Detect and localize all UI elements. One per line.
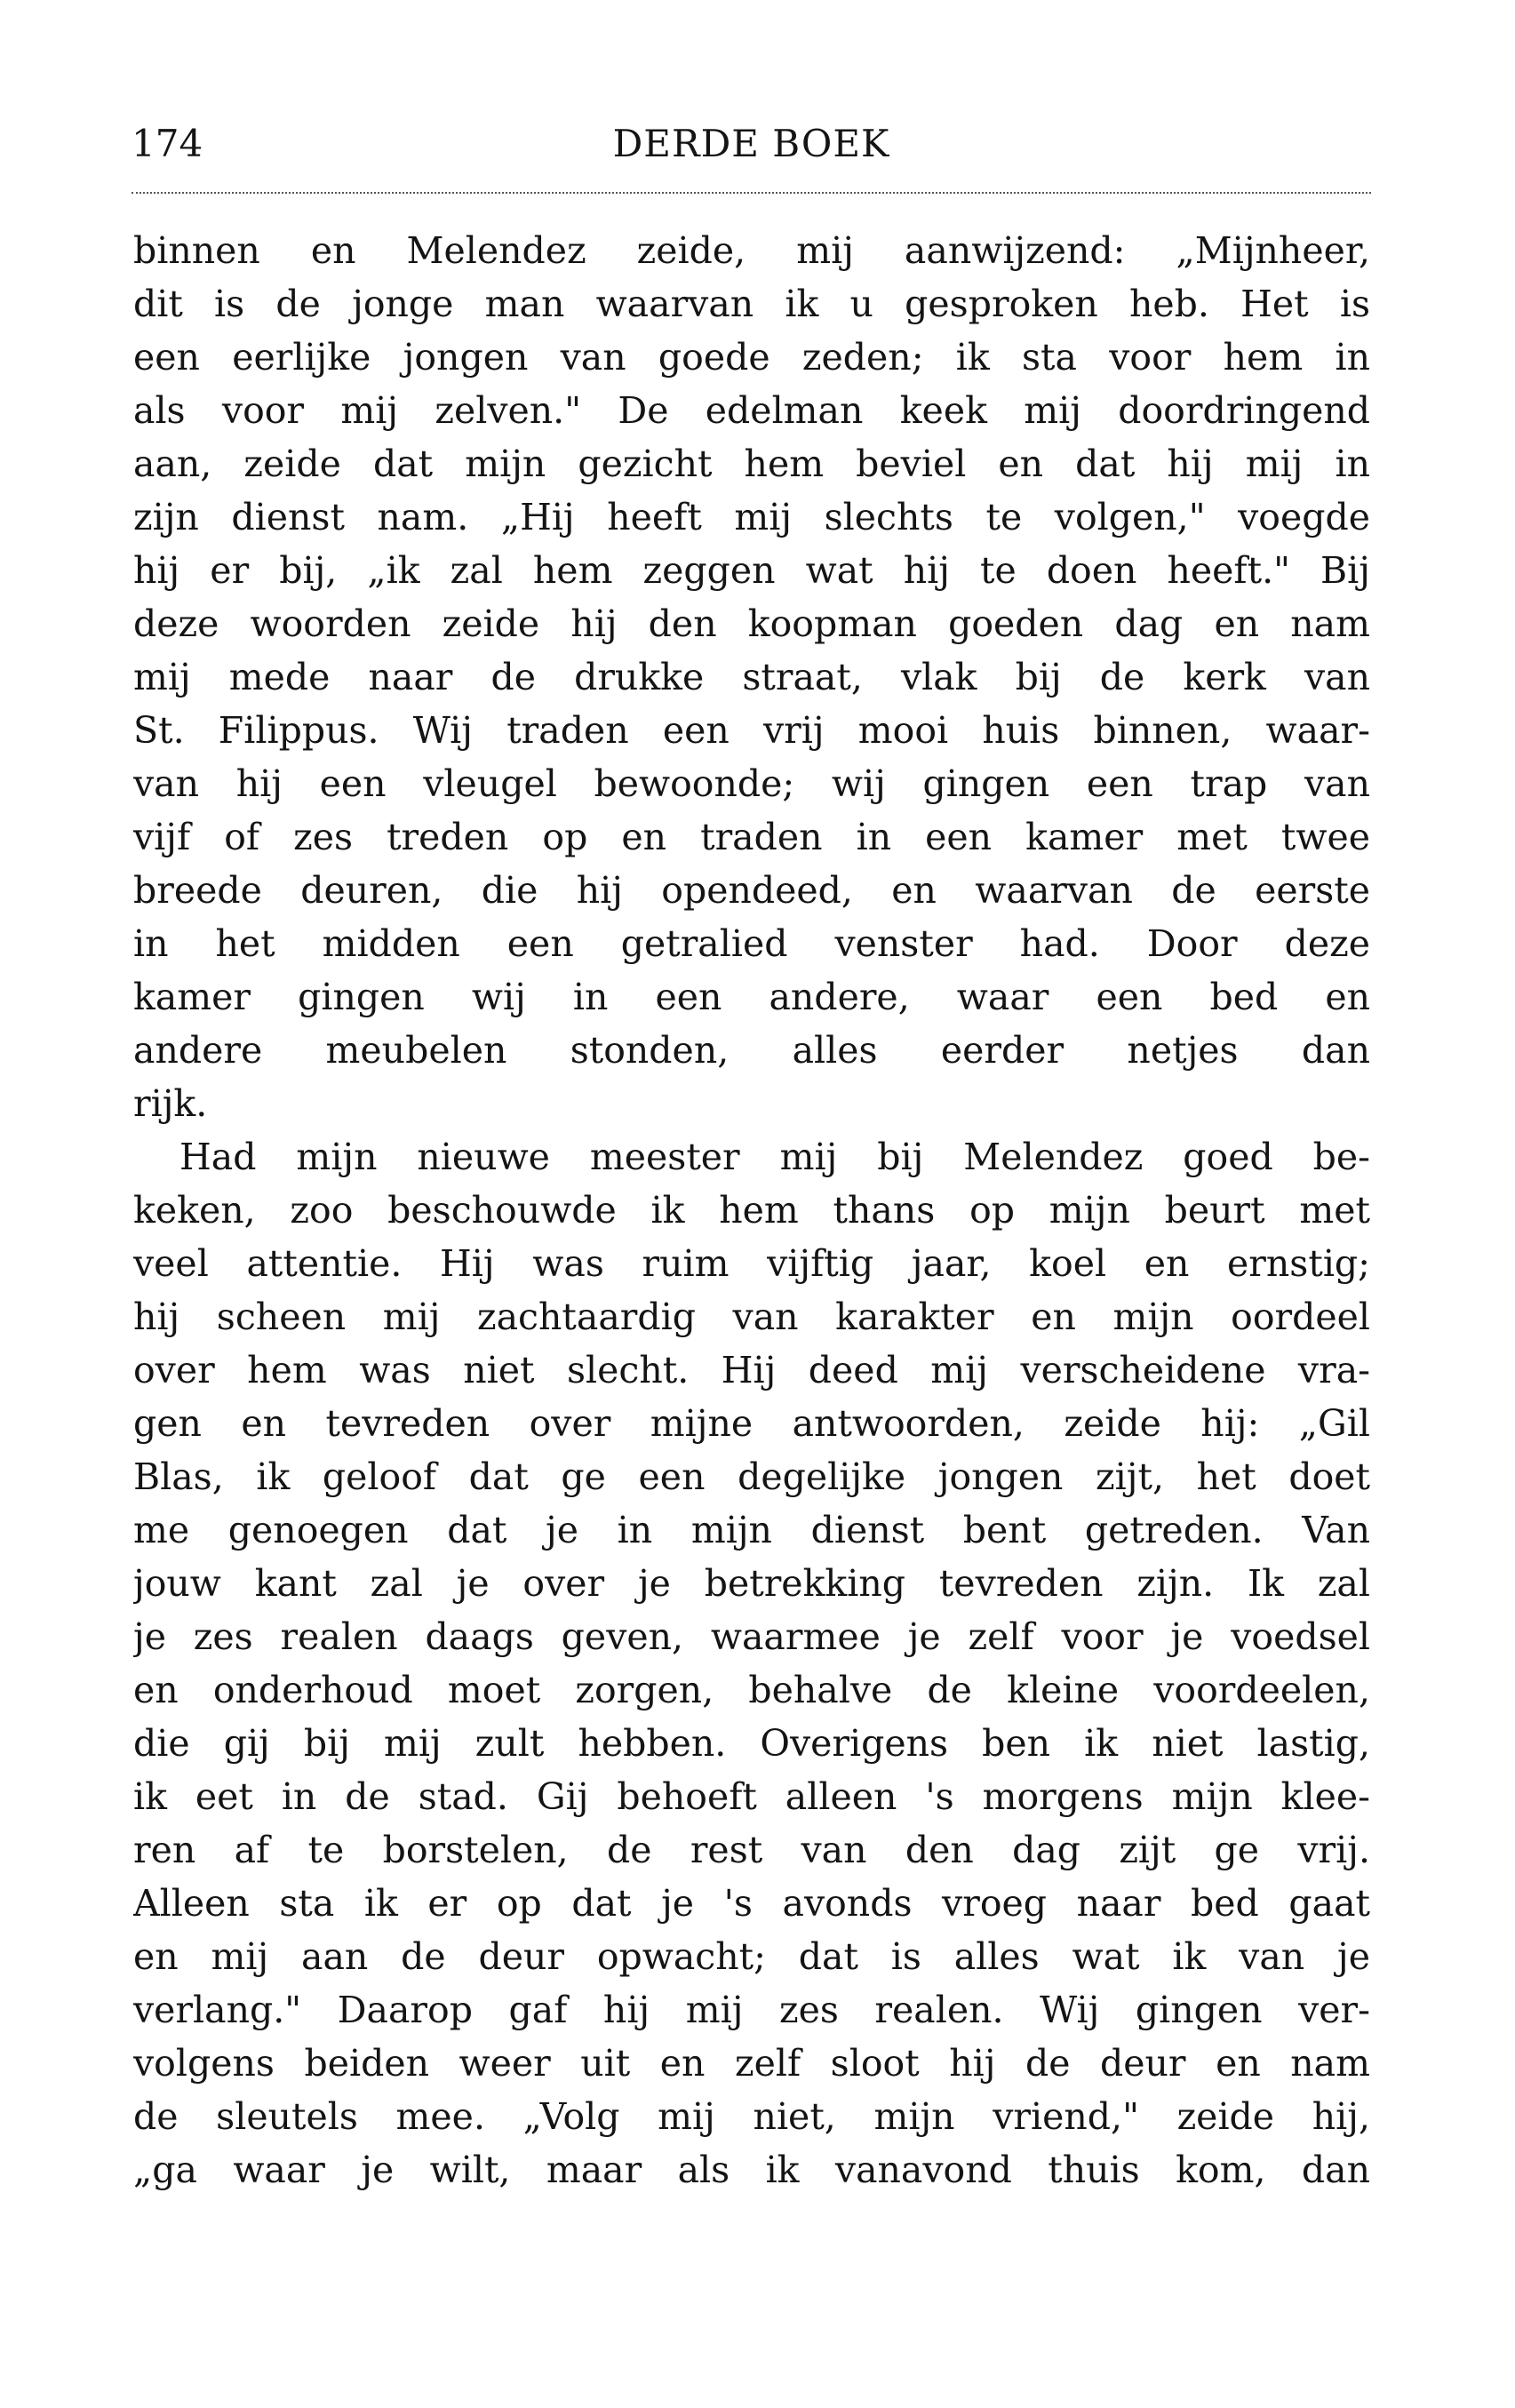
text-line: en onderhoud moet zorgen, behalve de kleine voordeelen,	[133, 1669, 1370, 1711]
header-divider	[132, 192, 1371, 194]
text-line: en mij aan de deur opwacht; dat is alles wat ik van je	[133, 1935, 1370, 1978]
page-number: 174	[132, 122, 203, 165]
text-line: St. Filippus. Wij traden een vrij mooi huis binnen, waar-	[133, 709, 1370, 752]
text-line: de sleutels mee. „Volg mij niet, mijn vriend," zeide hij,	[133, 2095, 1370, 2138]
text-line: die gij bij mij zult hebben. Overigens ben ik niet lastig,	[133, 1722, 1370, 1765]
text-line: kamer gingen wij in een andere, waar een bed en	[133, 976, 1370, 1018]
text-line: breede deuren, die hij opendeed, en waarvan de eerste	[133, 869, 1370, 912]
text-line: je zes realen daags geven, waarmee je zelf voor je voedsel	[133, 1615, 1370, 1658]
text-line: hij er bij, „ik zal hem zeggen wat hij te doen heeft." Bij	[133, 549, 1370, 592]
text-line: „ga waar je wilt, maar als ik vanavond thuis kom, dan	[133, 2149, 1370, 2191]
text-line: een eerlijke jongen van goede zeden; ik sta voor hem in	[133, 336, 1370, 379]
text-line: ik eet in de stad. Gij behoeft alleen 's morgens mijn klee-	[133, 1775, 1370, 1818]
running-title: DERDE BOEK	[612, 122, 890, 165]
text-line: jouw kant zal je over je betrekking tevreden zijn. Ik zal	[133, 1562, 1370, 1605]
text-line: mij mede naar de drukke straat, vlak bij de kerk van	[133, 656, 1370, 698]
text-line: aan, zeide dat mijn gezicht hem beviel en dat hij mij in	[133, 443, 1370, 485]
text-line: in het midden een getralied venster had. Door deze	[133, 922, 1370, 965]
text-line: Had mijn nieuwe meester mij bij Melendez goed be-	[179, 1136, 1370, 1178]
text-line: dit is de jonge man waarvan ik u gesproken heb. Het is	[133, 283, 1370, 325]
text-line: ren af te borstelen, de rest van den dag zijt ge vrij.	[133, 1829, 1370, 1871]
text-line: Blas, ik geloof dat ge een degelijke jongen zijt, het doet	[133, 1455, 1370, 1498]
text-line: volgens beiden weer uit en zelf sloot hij de deur en nam	[133, 2042, 1370, 2085]
text-line: deze woorden zeide hij den koopman goeden dag en nam	[133, 602, 1370, 645]
page-header	[132, 117, 1371, 171]
text-line: binnen en Melendez zeide, mij aanwijzend: „Mijnheer,	[133, 229, 1370, 272]
text-line: Alleen sta ik er op dat je 's avonds vroeg naar bed gaat	[133, 1882, 1370, 1925]
text-line: rijk.	[133, 1082, 208, 1125]
text-line: verlang." Daarop gaf hij mij zes realen. Wij gingen ver-	[133, 1989, 1370, 2031]
text-line: keken, zoo beschouwde ik hem thans op mijn beurt met	[133, 1189, 1370, 1232]
text-line: over hem was niet slecht. Hij deed mij verscheidene vra-	[133, 1349, 1370, 1391]
text-line: gen en tevreden over mijne antwoorden, zeide hij: „Gil	[133, 1402, 1370, 1445]
text-line: van hij een vleugel bewoonde; wij gingen een trap van	[133, 762, 1370, 805]
body-text	[133, 224, 1370, 2197]
text-line: veel attentie. Hij was ruim vijftig jaar, koel en ernstig;	[133, 1242, 1370, 1285]
text-line: andere meubelen stonden, alles eerder netjes dan	[133, 1029, 1370, 1072]
text-line: zijn dienst nam. „Hij heeft mij slechts te volgen," voegde	[133, 496, 1370, 538]
text-line: vijf of zes treden op en traden in een kamer met twee	[133, 816, 1370, 858]
text-line: hij scheen mij zachtaardig van karakter en mijn oordeel	[133, 1296, 1370, 1338]
text-line: me genoegen dat je in mijn dienst bent getreden. Van	[133, 1509, 1370, 1551]
text-line: als voor mij zelven." De edelman keek mij doordringend	[133, 389, 1370, 432]
